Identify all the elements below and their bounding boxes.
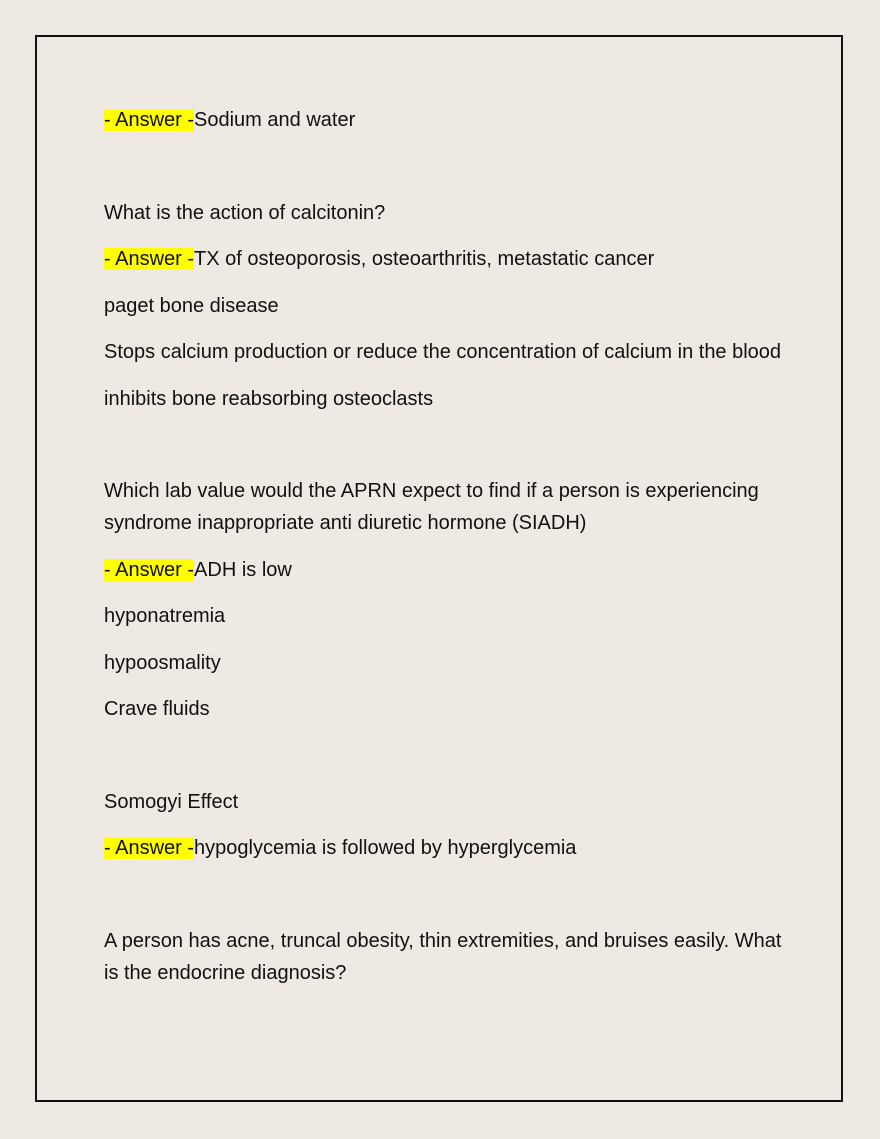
- answer-prefix-highlight: - Answer -: [104, 558, 195, 581]
- block-spacer: [104, 879, 784, 925]
- question-text: Which lab value would the APRN expect to find if a person is experiencing syndrome inappropriate anti diuretic hormone (SIADH): [104, 480, 759, 534]
- answer-detail: Stops calcium production or reduce the concentration of calcium in the blood: [104, 341, 782, 363]
- answer-line: [104, 554, 784, 586]
- answer-text: Sodium and water: [194, 109, 356, 131]
- question-text: A person has acne, truncal obesity, thin extremities, and bruises easily. What is the endocrine diagnosis?: [104, 929, 782, 984]
- question-text: What is the action of calcitonin?: [104, 201, 386, 224]
- answer-prefix-highlight: - Answer -: [104, 109, 195, 131]
- answer-detail: hypoosmality: [104, 651, 221, 674]
- answer-detail: Crave fluids: [104, 698, 210, 720]
- answer-text: hypoglycemia is followed by hyperglycemia: [194, 837, 577, 859]
- answer-detail: inhibits bone reabsorbing osteoclasts: [104, 387, 434, 410]
- answer-prefix-highlight: - Answer -: [104, 837, 195, 859]
- answer-detail: paget bone disease: [104, 294, 279, 317]
- answer-line: [104, 832, 784, 864]
- answer-text: ADH is low: [194, 558, 292, 581]
- answer-line: [104, 243, 784, 275]
- document-body: [104, 104, 784, 1003]
- answer-line: [104, 104, 784, 136]
- question-text: Somogyi Effect: [104, 790, 239, 813]
- block-spacer: [104, 429, 784, 475]
- answer-prefix-highlight: - Answer -: [104, 248, 195, 270]
- answer-detail: hyponatremia: [104, 605, 226, 627]
- answer-text: TX of osteoporosis, osteoarthritis, metastatic cancer: [194, 248, 655, 270]
- block-spacer: [104, 740, 784, 786]
- block-spacer: [104, 151, 784, 197]
